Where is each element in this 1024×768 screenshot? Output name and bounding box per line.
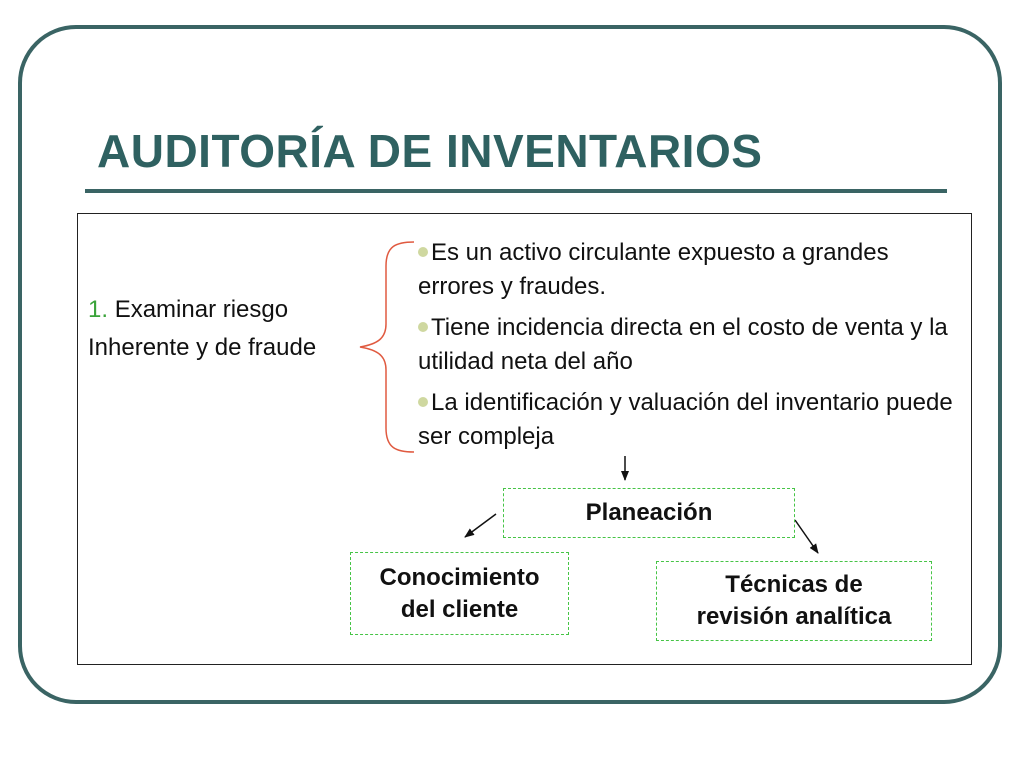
node-tecnicas-line-2: revisión analítica — [696, 603, 892, 630]
node-conocimiento-line-1: Conocimiento — [379, 563, 540, 591]
bullet-text: Tiene incidencia directa en el costo de venta y la utilidad neta del año — [418, 314, 948, 375]
node-conocimiento-del-cliente — [350, 552, 569, 635]
bullet-text: Es un activo circulante expuesto a grandes errores y fraudes. — [418, 239, 889, 300]
node-tecnicas-revision-analitica — [656, 561, 932, 641]
node-planeacion — [503, 488, 795, 538]
arrow-to-tecnicas — [795, 520, 818, 553]
bullet-text: La identificación y valuación del inventario puede ser compleja — [418, 389, 953, 450]
topic-number: 1. — [88, 296, 109, 323]
topic-line-1: Examinar riesgo — [114, 296, 289, 323]
node-planeacion-label: Planeación — [585, 499, 713, 526]
topic-line-2: Inherente y de fraude — [88, 334, 317, 361]
node-tecnicas-line-1: Técnicas de — [725, 571, 863, 598]
node-conocimiento-line-2: del cliente — [400, 595, 519, 623]
arrow-to-conocimiento — [465, 514, 496, 537]
slide-title: AUDITORÍA DE INVENTARIOS — [97, 125, 763, 177]
